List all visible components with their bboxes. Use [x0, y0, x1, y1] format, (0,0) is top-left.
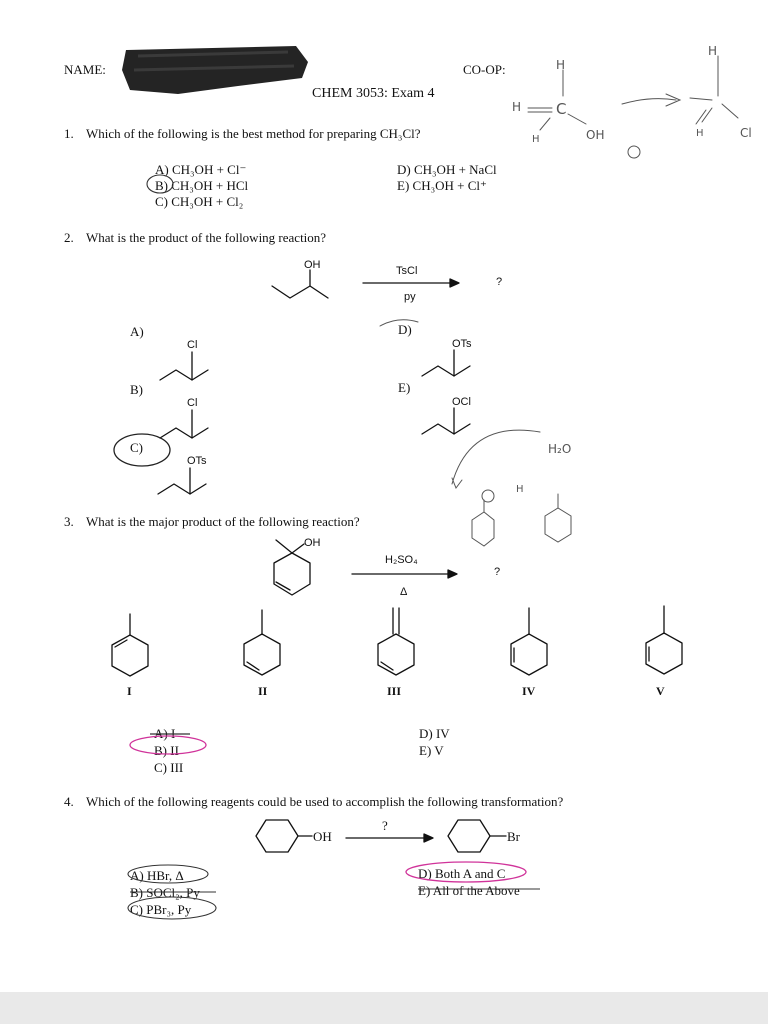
q4-prompt: Which of the following reagents could be used to accomplish the following transformation? [86, 794, 564, 809]
q2-product-unknown: ? [496, 276, 503, 288]
q2-choice-b[interactable]: B) [130, 382, 143, 397]
q2-choice-d[interactable]: D) [398, 322, 412, 337]
q4-reactant-structure [256, 820, 312, 852]
q2-choice-c[interactable]: C) [130, 440, 143, 455]
q1-choice-a[interactable]: A) CH₃OH + Cl⁻ [155, 162, 247, 177]
q2-reactant-structure [272, 270, 328, 298]
q4-choice-c[interactable]: C) PBr₃, Py [130, 902, 192, 917]
q3-label-iv: IV [522, 684, 536, 698]
q2-choice-d-mark [380, 320, 418, 326]
q4-answer-circle [406, 862, 526, 882]
q3-prompt: What is the major product of the following reaction? [86, 514, 360, 529]
sketch-carbon: C [556, 100, 567, 118]
q3-choice-a[interactable]: A) I [154, 726, 176, 741]
q3-reactant-structure [274, 540, 310, 595]
q4-choice-a-circle [128, 865, 208, 883]
q4-reaction-arrow [346, 834, 433, 842]
q3-choice-d[interactable]: D) IV [419, 726, 450, 741]
q2-option-a-group: Cl [187, 339, 198, 351]
q2-reagent-bottom: py [404, 291, 416, 303]
q3-label-ii: II [258, 684, 268, 698]
q2-option-d-group: OTs [452, 338, 472, 350]
coop-label: CO-OP: [463, 62, 506, 77]
q1-choice-c[interactable]: C) CH₃OH + Cl₂ [155, 194, 244, 209]
q3-product-structures [112, 606, 682, 676]
q4-choice-b[interactable]: B) SOCl₂, Py [130, 885, 200, 900]
q1-prompt: Which of the following is the best method for preparing CH₃Cl? [86, 126, 421, 141]
q3-choice-b[interactable]: B) II [154, 743, 179, 758]
q2-option-c-group: OTs [187, 455, 207, 467]
q2-number: 2. [64, 230, 74, 245]
q3-label-i: I [127, 684, 132, 698]
exam-title: CHEM 3053: Exam 4 [312, 86, 435, 101]
q4-choice-c-circle [128, 897, 216, 919]
q2-reactant-group: OH [304, 259, 321, 271]
q4-number: 4. [64, 794, 74, 809]
q3-choice-e[interactable]: E) V [419, 743, 444, 758]
q1-answer-circle [147, 175, 173, 193]
q1-choice-e[interactable]: E) CH₃OH + Cl⁺ [397, 178, 487, 193]
q2-option-e-group: OCl [452, 396, 471, 408]
q1-number: 1. [64, 126, 74, 141]
q2-option-b-group: Cl [187, 397, 198, 409]
q3-label-v: V [656, 684, 665, 698]
q1-choice-d[interactable]: D) CH₃OH + NaCl [397, 162, 497, 177]
q4-right-group: Br [507, 829, 520, 844]
q2-choice-a[interactable]: A) [130, 324, 144, 339]
q2-reagent-top: TsCl [396, 265, 418, 277]
q4-choice-a[interactable]: A) HBr, Δ [130, 868, 184, 883]
sketch-h-left: H [512, 100, 522, 114]
q3-cation-note: H [516, 484, 524, 495]
q3-pencil-work [452, 430, 571, 546]
q4-left-group: OH [313, 829, 332, 844]
q1-choice-b[interactable]: B) CH₃OH + HCl [155, 178, 249, 193]
sketch-h-top: H [556, 58, 566, 72]
sketch-h-bottom-2: H [696, 128, 704, 139]
q4-choice-d[interactable]: D) Both A and C [418, 866, 506, 881]
sketch-chlorine: Cl [740, 126, 752, 140]
q3-choice-c[interactable]: C) III [154, 760, 184, 775]
q3-answer-circle [130, 736, 206, 754]
q3-reagent-bottom: Δ [400, 586, 408, 598]
q4-product-structure [448, 820, 506, 852]
q4-choice-e[interactable]: E) All of the Above [418, 883, 520, 898]
q3-number: 3. [64, 514, 74, 529]
q3-reagent-top: H₂SO₄ [385, 554, 418, 566]
q3-product-unknown: ? [494, 566, 501, 578]
q2-choice-e[interactable]: E) [398, 380, 411, 395]
sketch-h-bottom: H [532, 134, 540, 145]
q3-reaction-arrow [352, 570, 457, 578]
name-label: NAME: [64, 62, 106, 77]
q3-label-iii: III [387, 684, 402, 698]
q3-water-note: H₂O [548, 442, 572, 456]
q4-reagent-unknown: ? [382, 818, 388, 833]
q1-pencil-sketch [528, 56, 738, 158]
q2-answer-circle [114, 434, 170, 466]
sketch-hydroxyl: OH [586, 128, 605, 142]
sketch-h-top-2: H [708, 44, 718, 58]
q2-prompt: What is the product of the following reaction? [86, 230, 327, 245]
q3-reactant-group: OH [304, 537, 321, 549]
q2-reaction-arrow [363, 279, 459, 287]
q2-option-structures [158, 350, 470, 494]
